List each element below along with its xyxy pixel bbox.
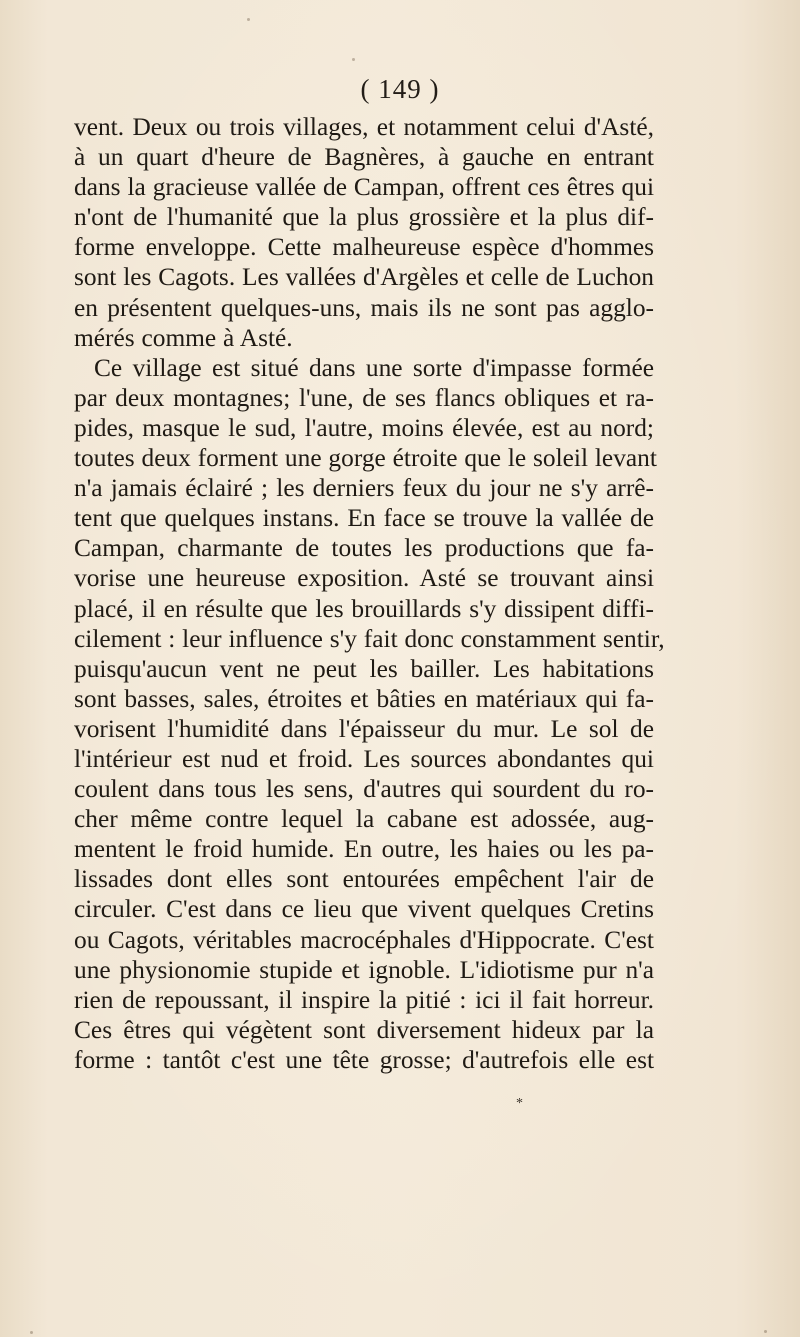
text-line: vorise une heureuse exposition. Asté se trouvant ainsi — [74, 564, 654, 593]
body-text — [74, 112, 665, 1075]
page-number-header: ( 149 ) — [360, 74, 440, 104]
text-line: n'a jamais éclairé ; les derniers feux du jour ne s'y arrê- — [74, 474, 654, 503]
text-line: n'ont de l'humanité que la plus grossière et la plus dif- — [74, 203, 654, 232]
paper-speck — [764, 1330, 767, 1333]
signature-mark: * — [516, 1096, 523, 1111]
text-line: par deux montagnes; l'une, de ses flancs obliques et ra- — [74, 383, 654, 412]
text-line: à un quart d'heure de Bagnères, à gauche en entrant — [74, 143, 654, 172]
text-line: cher même contre lequel la cabane est adossée, aug- — [74, 805, 654, 834]
text-line: forme enveloppe. Cette malheureuse espèce d'hommes — [74, 233, 654, 262]
text-line: tent que quelques instans. En face se trouve la vallée de — [74, 504, 654, 533]
text-line: toutes deux forment une gorge étroite que le soleil levant — [74, 444, 657, 473]
text-line: l'intérieur est nud et froid. Les sources abondantes qui — [74, 744, 654, 773]
text-line: coulent dans tous les sens, d'autres qui sourdent du ro- — [74, 775, 654, 804]
text-line: sont basses, sales, étroites et bâties en matériaux qui fa- — [74, 684, 654, 713]
text-line: lissades dont elles sont entourées empêchent l'air de — [74, 865, 654, 894]
text-line: vorisent l'humidité dans l'épaisseur du mur. Le sol de — [74, 714, 654, 743]
text-line: Ces êtres qui végètent sont diversement hideux par la — [74, 1015, 654, 1044]
text-line: circuler. C'est dans ce lieu que vivent quelques Cretins — [74, 895, 654, 924]
text-line: Campan, charmante de toutes les productions que fa- — [74, 534, 654, 563]
paragraph-end-line: mérés comme à Asté. — [74, 323, 293, 352]
text-line: dans la gracieuse vallée de Campan, offrent ces êtres qui — [74, 173, 654, 202]
text-line: forme : tantôt c'est une tête grosse; d'autrefois elle est — [74, 1045, 654, 1074]
paper-speck — [247, 18, 250, 21]
paper-speck — [352, 58, 355, 61]
text-line: ou Cagots, véritables macrocéphales d'Hippocrate. C'est — [74, 925, 654, 954]
text-line: en présentent quelques-uns, mais ils ne sont pas agglo- — [74, 293, 654, 322]
text-line: rien de repoussant, il inspire la pitié : ici il fait horreur. — [74, 985, 654, 1014]
text-line: sont les Cagots. Les vallées d'Argèles et celle de Luchon — [74, 263, 654, 292]
text-line: cilement : leur influence s'y fait donc constamment sentir, — [74, 624, 665, 653]
paper-speck — [30, 1331, 33, 1334]
text-line: vent. Deux ou trois villages, et notamment celui d'Asté, — [74, 113, 654, 141]
text-line: une physionomie stupide et ignoble. L'idiotisme pur n'a — [74, 955, 654, 984]
text-line: pides, masque le sud, l'autre, moins élevée, est au nord; — [74, 413, 654, 442]
text-line: mentent le froid humide. En outre, les haies ou les pa- — [74, 835, 654, 864]
text-line: puisqu'aucun vent ne peut les bailler. Les habitations — [74, 654, 654, 683]
paragraph-start-line: Ce village est situé dans une sorte d'impasse formée — [94, 353, 654, 382]
text-line: placé, il en résulte que les brouillards s'y dissipent diffi- — [74, 594, 654, 623]
